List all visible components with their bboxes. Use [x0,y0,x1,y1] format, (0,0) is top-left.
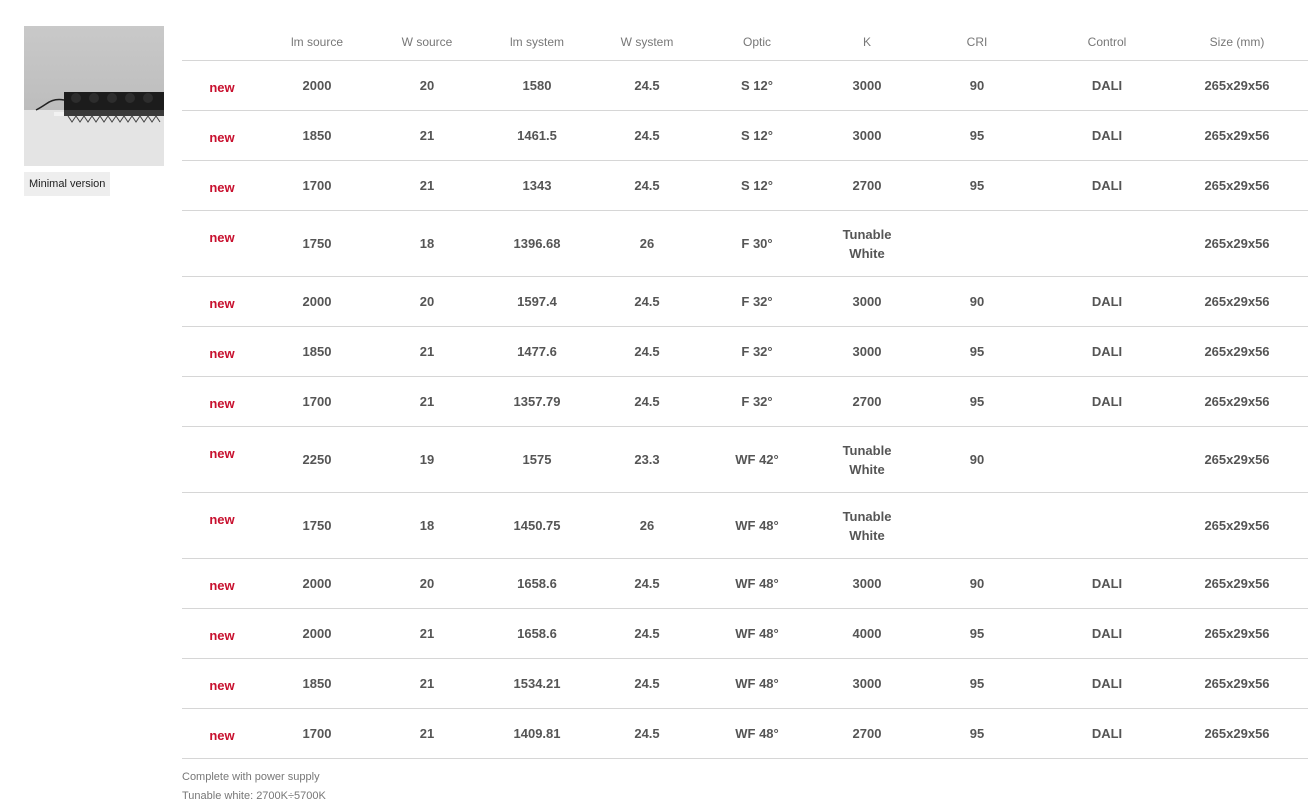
cri-cell: 90 [969,78,985,93]
lm-system-cell: 1450.75 [513,518,561,533]
k-cell: 2700 [852,726,882,741]
new-badge: new [209,230,235,245]
new-badge: new [209,346,235,361]
k-cell: 2700 [852,178,882,193]
lm-source-cell: 1850 [302,344,332,359]
table-header [182,26,1308,61]
table-row [182,377,1308,427]
w-system-cell: 24.5 [634,178,660,193]
k-cell: Tunable White [842,226,892,261]
w-system-cell: 24.5 [634,676,660,691]
control-cell: DALI [1091,576,1123,591]
header-size: Size (mm) [1209,35,1265,49]
control-cell: DALI [1091,676,1123,691]
k-cell: 3000 [852,576,882,591]
table-row [182,277,1308,327]
w-system-cell: 26 [639,518,655,533]
optic-cell: WF 48° [735,676,779,691]
footnote-tunable-white: Tunable white: 2700K÷5700K [182,790,326,802]
w-system-cell: 24.5 [634,128,660,143]
header-k: K [862,35,871,49]
w-system-cell: 24.5 [634,576,660,591]
k-cell: 2700 [852,394,882,409]
new-badge: new [209,628,235,643]
lm-source-cell: 1750 [302,236,332,251]
size-cell: 265x29x56 [1204,178,1270,193]
optic-cell: WF 48° [735,518,779,533]
lm-source-cell: 2000 [302,626,332,641]
k-cell: Tunable White [842,508,892,543]
optic-cell: S 12° [741,78,773,93]
size-cell: 265x29x56 [1204,626,1270,641]
control-cell: DALI [1091,294,1123,309]
spotlight-fixture-icon [24,26,164,166]
w-system-cell: 24.5 [634,344,660,359]
cri-cell [917,211,1037,276]
lm-source-cell: 2000 [302,78,332,93]
new-badge: new [209,728,235,743]
lm-source-cell: 2250 [302,452,332,467]
optic-cell: F 32° [741,344,773,359]
w-source-cell: 19 [419,452,435,467]
control-cell: DALI [1091,726,1123,741]
control-cell [1047,427,1167,492]
lm-source-cell: 2000 [302,576,332,591]
optic-cell: WF 48° [735,726,779,741]
new-badge: new [209,296,235,311]
cri-cell: 90 [969,576,985,591]
product-image[interactable] [24,26,164,166]
control-cell [1047,211,1167,276]
control-cell: DALI [1091,178,1123,193]
cri-cell: 95 [969,178,985,193]
control-cell: DALI [1091,394,1123,409]
lm-source-cell: 1700 [302,394,332,409]
w-source-cell: 21 [419,726,435,741]
size-cell: 265x29x56 [1204,294,1270,309]
w-system-cell: 24.5 [634,726,660,741]
size-cell: 265x29x56 [1204,236,1270,251]
header-optic: Optic [742,35,771,49]
w-system-cell: 24.5 [634,294,660,309]
lm-source-cell: 2000 [302,294,332,309]
w-system-cell: 23.3 [634,452,660,467]
optic-cell: F 32° [741,394,773,409]
optic-cell: S 12° [741,178,773,193]
w-system-cell: 24.5 [634,78,660,93]
k-cell: 3000 [852,78,882,93]
lm-source-cell: 1850 [302,128,332,143]
w-system-cell: 24.5 [634,626,660,641]
new-badge: new [209,678,235,693]
w-system-cell: 24.5 [634,394,660,409]
w-source-cell: 20 [419,78,435,93]
size-cell: 265x29x56 [1204,676,1270,691]
size-cell: 265x29x56 [1204,576,1270,591]
table-row [182,111,1308,161]
size-cell: 265x29x56 [1204,128,1270,143]
lm-system-cell: 1597.4 [517,294,557,309]
table-row [182,709,1308,759]
lm-system-cell: 1580 [522,78,552,93]
lm-system-cell: 1477.6 [517,344,557,359]
cri-cell [917,493,1037,558]
optic-cell: WF 42° [735,452,779,467]
cri-cell: 95 [969,626,985,641]
lm-system-cell: 1343 [522,178,552,193]
optic-cell: S 12° [741,128,773,143]
table-row [182,559,1308,609]
optic-cell: WF 48° [735,576,779,591]
w-source-cell: 21 [419,344,435,359]
cri-cell: 90 [969,294,985,309]
size-cell: 265x29x56 [1204,394,1270,409]
size-cell: 265x29x56 [1204,78,1270,93]
table-row [182,659,1308,709]
w-source-cell: 20 [419,294,435,309]
size-cell: 265x29x56 [1204,452,1270,467]
table-row [182,61,1308,111]
k-cell: 3000 [852,294,882,309]
table-body [182,61,1308,759]
lm-system-cell: 1534.21 [513,676,561,691]
lm-source-cell: 1700 [302,726,332,741]
lm-source-cell: 1700 [302,178,332,193]
header-lm-system: lm system [510,35,564,49]
w-source-cell: 18 [419,518,435,533]
cri-cell: 95 [969,676,985,691]
k-cell: 4000 [852,626,882,641]
size-cell: 265x29x56 [1204,518,1270,533]
size-cell: 265x29x56 [1204,344,1270,359]
header-w-source: W source [401,35,453,49]
table-row [182,161,1308,211]
new-badge: new [209,446,235,461]
k-cell: Tunable White [842,442,892,477]
lm-system-cell: 1409.81 [513,726,561,741]
table-row [182,609,1308,659]
new-badge: new [209,130,235,145]
cri-cell: 95 [969,726,985,741]
lm-source-cell: 1850 [302,676,332,691]
lm-system-cell: 1396.68 [513,236,561,251]
new-badge: new [209,578,235,593]
cri-cell: 95 [969,344,985,359]
footnotes [182,768,326,805]
w-source-cell: 21 [419,178,435,193]
w-source-cell: 20 [419,576,435,591]
k-cell: 3000 [852,676,882,691]
lm-system-cell: 1658.6 [517,626,557,641]
w-source-cell: 21 [419,676,435,691]
size-cell: 265x29x56 [1204,726,1270,741]
lm-system-cell: 1461.5 [517,128,557,143]
w-source-cell: 21 [419,128,435,143]
w-source-cell: 21 [419,626,435,641]
spec-table [182,26,1308,759]
new-badge: new [209,396,235,411]
w-source-cell: 21 [419,394,435,409]
k-cell: 3000 [852,344,882,359]
optic-cell: F 30° [741,236,773,251]
control-cell: DALI [1091,344,1123,359]
lm-system-cell: 1357.79 [513,394,561,409]
header-control: Control [1087,35,1127,49]
table-row [182,427,1308,493]
lm-source-cell: 1750 [302,518,332,533]
header-cri: CRI [966,35,988,49]
new-badge: new [209,180,235,195]
control-cell: DALI [1091,78,1123,93]
header-w-system: W system [620,35,674,49]
version-tag[interactable]: Minimal version [24,172,110,196]
table-row [182,327,1308,377]
footnote-power-supply: Complete with power supply [182,771,320,783]
k-cell: 3000 [852,128,882,143]
w-system-cell: 26 [639,236,655,251]
new-badge: new [209,512,235,527]
w-source-cell: 18 [419,236,435,251]
lm-system-cell: 1575 [522,452,552,467]
new-badge: new [209,80,235,95]
optic-cell: WF 48° [735,626,779,641]
optic-cell: F 32° [741,294,773,309]
table-row [182,493,1308,559]
table-row [182,211,1308,277]
cri-cell: 90 [969,452,985,467]
control-cell [1047,493,1167,558]
lm-system-cell: 1658.6 [517,576,557,591]
cri-cell: 95 [969,128,985,143]
cri-cell: 95 [969,394,985,409]
control-cell: DALI [1091,626,1123,641]
control-cell: DALI [1091,128,1123,143]
header-lm-source: lm source [290,35,343,49]
